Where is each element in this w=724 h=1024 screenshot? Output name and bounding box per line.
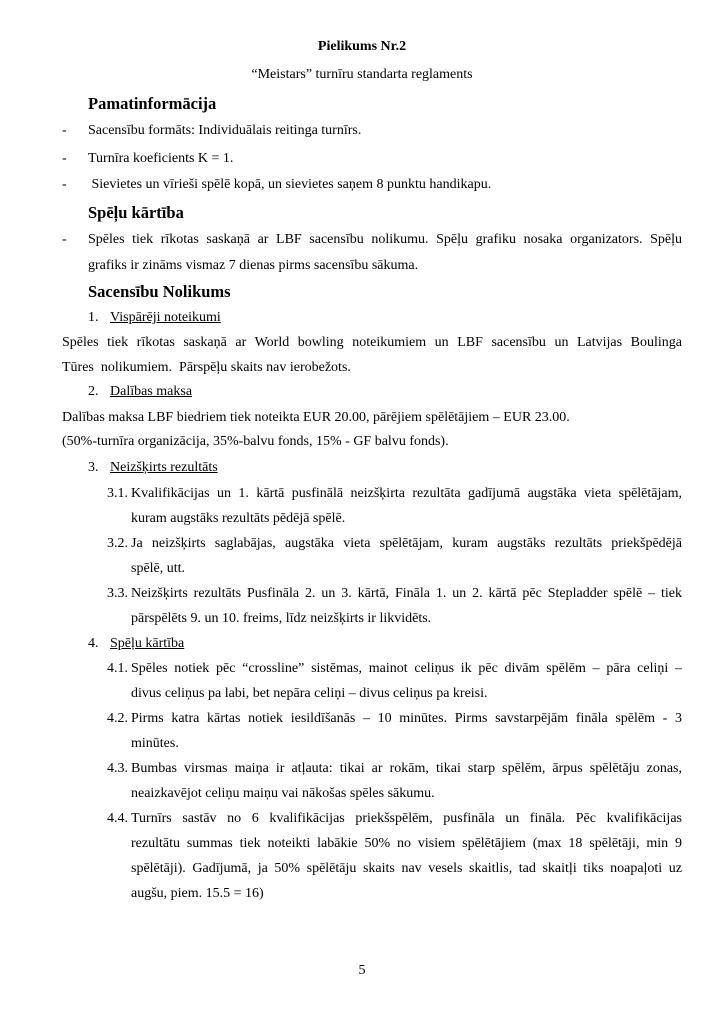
paragraph-line: spēlētāji). Gadījumā, ja 50% spēlētāju skaits nav vesels skaitlis, tad skaitļi tiks noapaļoti uz — [131, 861, 682, 876]
subitem-number: 3.2. — [107, 536, 128, 551]
paragraph-line: Bumbas virsmas maiņa ir atļauta: tikai ar rokām, tikai starp spēlēm, ārpus spēlētāju zonas, — [131, 761, 682, 776]
bullet-dash: - — [62, 232, 67, 247]
paragraph-line: Spēles tiek rīkotas saskaņā ar World bowling noteikumiem un LBF sacensību un Latvijas Boulinga — [62, 335, 682, 350]
paragraph-line: augšu, piem. 15.5 = 16) — [131, 886, 264, 901]
paragraph-line: Dalības maksa LBF biedriem tiek noteikta EUR 20.00, pārējiem spēlētājiem – EUR 23.00. — [62, 410, 570, 425]
subitem-number: 4.1. — [107, 661, 128, 676]
paragraph-line: minūtes. — [131, 736, 179, 751]
paragraph-line: divus celiņus pa labi, bet nepāra celiņi – divus celiņus pa kreisi. — [131, 686, 488, 701]
paragraph-line: neaizkavējot celiņu maiņu vai nākošas spēles sākumu. — [131, 786, 435, 801]
heading-pamatinformacija: Pamatinformācija — [88, 94, 217, 113]
subitem-number: 4.4. — [107, 811, 128, 826]
item-number: 2. — [88, 384, 99, 399]
subitem-number: 3.1. — [107, 486, 128, 501]
subitem-number: 4.3. — [107, 761, 128, 776]
paragraph-line: Neizšķirts rezultāts Pusfināla 2. un 3. kārtā, Fināla 1. un 2. kārtā pēc Stepladder spēlē – tiek — [131, 586, 682, 601]
subheading-spelu-kartiba: Spēļu kārtība — [110, 636, 185, 651]
heading-spelu-kartiba: Spēļu kārtība — [88, 203, 184, 222]
paragraph-line: Spēles tiek rīkotas saskaņā ar LBF sacensību nolikumu. Spēļu grafiku nosaka organizators. Spēļu — [88, 232, 682, 247]
paragraph-line: Ja neizšķirts saglabājas, augstāka vieta spēlētājam, kuram augstāks rezultāts priekšpēdējā — [131, 536, 682, 551]
paragraph-line: Turnīrs sastāv no 6 kvalifikācijas priekšspēlēm, pusfināla un fināla. Pēc kvalifikācijas — [131, 811, 682, 826]
subheading-visparejie-noteikumi: Vispārēji noteikumi — [110, 310, 221, 325]
paragraph-line: pārspēlēts 9. un 10. freims, līdz neizšķirts ir likvidēts. — [131, 611, 432, 626]
paragraph-line: Spēles notiek pēc “crossline” sistēmas, mainot celiņus ik pēc divām spēlēm – pāra celiņi – — [131, 661, 682, 676]
item-number: 3. — [88, 460, 99, 475]
paragraph-line: Tūres nolikumiem. Pārspēļu skaits nav ierobežots. — [62, 360, 351, 375]
subheading-dalibas-maksa: Dalības maksa — [110, 384, 193, 399]
page-number: 5 — [358, 963, 366, 978]
list-item: Sacensību formāts: Individuālais reitinga turnīrs. — [88, 123, 362, 138]
paragraph-line: Kvalifikācijas un 1. kārtā pusfinālā neizšķirta rezultāta gadījumā augstāka vieta spēlētājam, — [131, 486, 682, 501]
bullet-dash: - — [62, 151, 67, 166]
heading-sacensibu-nolikums: Sacensību Nolikums — [88, 282, 231, 301]
subitem-number: 4.2. — [107, 711, 128, 726]
subheading-neizskirts-rezultats: Neizšķirts rezultāts — [110, 460, 218, 475]
bullet-dash: - — [62, 177, 67, 192]
bullet-dash: - — [62, 123, 67, 138]
paragraph-line: spēlē, utt. — [131, 561, 186, 576]
list-item: Turnīra koeficients K = 1. — [88, 151, 234, 166]
paragraph-line: kuram augstāks rezultāts pēdējā spēlē. — [131, 511, 346, 526]
document-title: Pielikums Nr.2 — [317, 39, 407, 54]
item-number: 4. — [88, 636, 99, 651]
paragraph-line: rezultātu summas tiek noteikti labākie 50% no visiem spēlētājiem (max 18 spēlētāji, min 9 — [131, 836, 682, 851]
paragraph-line: grafiks ir zināms vismaz 7 dienas pirms sacensību sākuma. — [88, 258, 419, 273]
document-subtitle: “Meistars” turnīru standarta reglaments — [251, 67, 473, 82]
paragraph-line: (50%-turnīra organizācija, 35%-balvu fonds, 15% - GF balvu fonds). — [62, 434, 449, 449]
subitem-number: 3.3. — [107, 586, 128, 601]
item-number: 1. — [88, 310, 99, 325]
paragraph-line: Pirms katra kārtas notiek iesildīšanās – 10 minūtes. Pirms savstarpējām fināla spēlēm - 3 — [131, 711, 682, 726]
list-item: Sievietes un vīrieši spēlē kopā, un sievietes saņem 8 punktu handikapu. — [88, 177, 492, 192]
